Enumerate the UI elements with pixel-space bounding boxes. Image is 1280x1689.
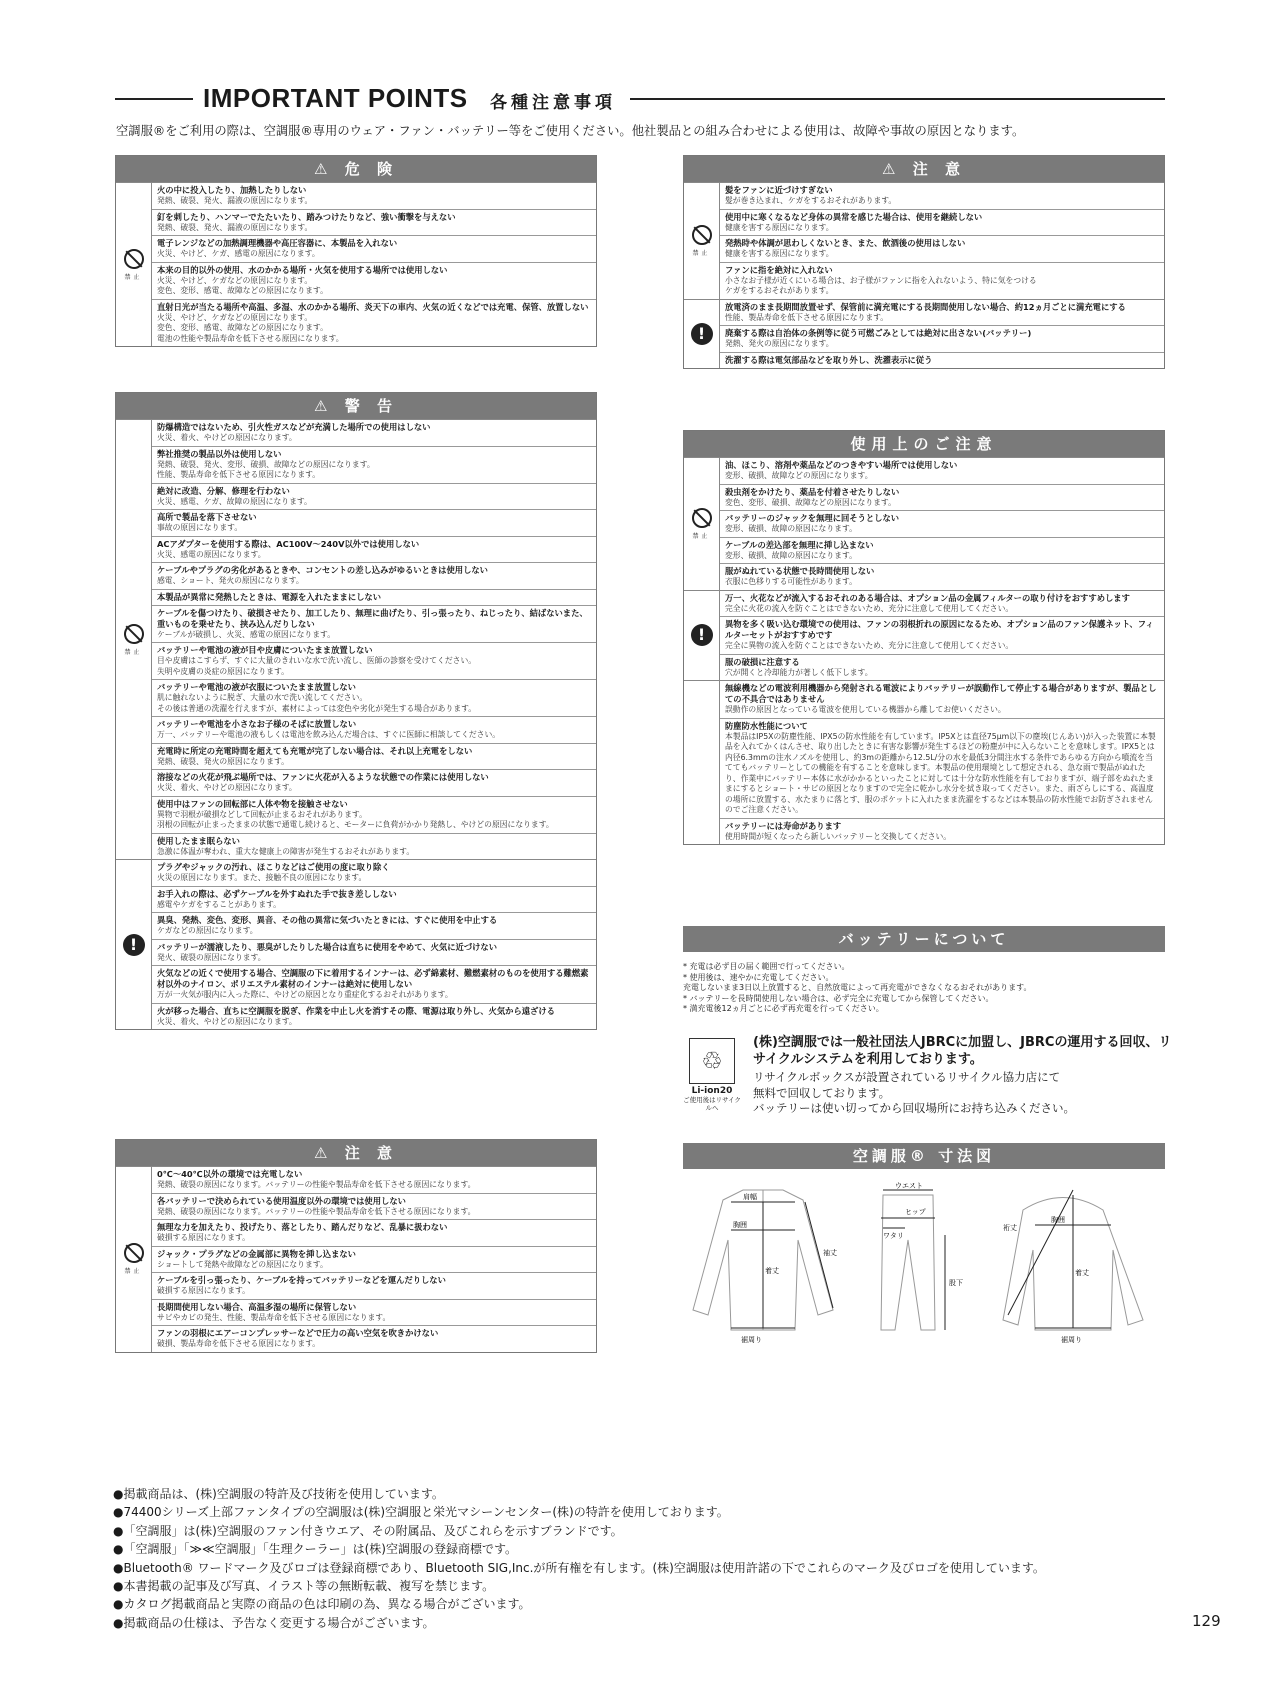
caution-item <box>720 262 1164 299</box>
caution-item <box>720 235 1164 262</box>
label-kitake: 着丈 <box>765 1267 779 1275</box>
caution-item-desc: 破損する原因になります。 <box>157 1233 250 1242</box>
footnote-item: ●74400シリーズ上部ファンタイプの空調服は(株)空調服と栄光マシーンセンター(株)の特許を使用しております。 <box>113 1505 729 1520</box>
exclamation-icon: ! <box>123 934 145 956</box>
caution-item-title: 無理な力を加えたり、投げたり、落としたり、踏んだりなど、乱暴に扱わない <box>157 1222 448 1232</box>
caution-item-title: 高所で製品を落下させない <box>157 512 257 522</box>
prohibit-icon <box>692 508 712 528</box>
caution-item-title: 釘を刺したり、ハンマーでたたいたり、踏みつけたりなど、強い衝撃を与えない <box>157 211 456 222</box>
caution-item-title: 廃棄する際は自治体の条例等に従う可燃ごみとしては絶対に出さない(バッテリー) <box>725 328 1032 338</box>
caution-item-desc: 変形、破損、故障の原因になります。 <box>725 550 857 560</box>
caution-item-title: ACアダプターを使用する際は、AC100V〜240V以外では使用しない <box>157 538 420 549</box>
caution-item-title: ファンの羽根にエアーコンプレッサーなどで圧力の高い空気を吹きかけない <box>157 1328 439 1338</box>
caution-item-title: 異物を多く吸い込む環境での使用は、ファンの羽根折れの原因になるため、オプション品のファン保護ネット、フィルターセットがおすすめです <box>725 619 1154 640</box>
usage-heading: 使用上のご注意 <box>684 431 1164 457</box>
caution-item-title: 火が移った場合、直ちに空調服を脱ぎ、作業を中止し火を消すその際、電源は取り外し、火気から遠ざける <box>157 1005 555 1016</box>
caution-item-desc: 健康を害する原因になります。 <box>725 222 834 232</box>
caution-item-desc: 使用時間が短くなったら新しいバッテリーと交換してください。 <box>725 831 952 841</box>
recycle-desc: 無料で回収しております。 <box>753 1085 891 1100</box>
label-waist: ウエスト <box>895 1182 923 1190</box>
exclamation-icon: ! <box>691 624 713 646</box>
caution-item-desc: ケガなどの原因になります。 <box>157 926 258 935</box>
caution-item-title: 本製品が異常に発熱したときは、電源を入れたままにしない <box>157 591 382 602</box>
caution-item-desc: 変形、破損、故障の原因になります。 <box>725 524 857 533</box>
caution-item <box>152 1193 596 1220</box>
caution-item-title: 服がぬれている状態で長時間使用しない <box>725 566 875 576</box>
caution-item-desc: 変色、変形、破損、故障などの原因になります。 <box>725 497 896 507</box>
caution-item-desc: 健康を害する原因になります。 <box>725 249 834 258</box>
caution-item-desc: 肌に触れないように脱ぎ、大量の水で洗い流してください。 <box>157 693 368 702</box>
caution-item-title: 溶接などの火花が飛ぶ場所では、ファンに火花が入るような状態での作業には使用しない <box>157 772 489 782</box>
footnote-item: ●Bluetooth® ワードマーク及びロゴは登録商標であり、Bluetooth SIG,Inc.が所有権を有します。(株)空調服は使用許諾の下でこれらのマーク及びロゴを使用しています。 <box>113 1560 1045 1575</box>
caution-item-desc: 完全に火花の流入を防ぐことはできないため、充分に注意して使用してください。 <box>725 603 1014 613</box>
caution-item-desc: ケガをするおそれがあります。 <box>725 286 834 295</box>
label-munemawari: 胸囲 <box>733 1221 747 1229</box>
caution-item-title: プラグやジャックの汚れ、ほこりなどはご使用の度に取り除く <box>157 862 390 872</box>
caution-item <box>720 325 1164 352</box>
caution-item-title: 火の中に投入したり、加熱したりしない <box>157 185 307 195</box>
prohibit-icon <box>124 1243 144 1263</box>
caution-item-desc: 火災、やけど、ケガなどの原因になります。 <box>157 275 313 285</box>
page-number: 129 <box>1192 1612 1221 1630</box>
caution-item-desc: ショートして発熱や故障などの原因になります。 <box>157 1259 328 1269</box>
label-yukitake: 裄丈 <box>1003 1224 1017 1232</box>
label-hip: ヒップ <box>905 1208 926 1216</box>
caution-item <box>720 818 1164 845</box>
caution-item-desc: 発熱、破裂、発火、漏液の原因になります。 <box>157 196 313 205</box>
caution-item-title: 防塵防水性能について <box>725 720 808 731</box>
caution-item <box>720 300 1164 326</box>
prohibit-icon <box>692 225 712 245</box>
caution-item-title: 本来の目的以外の使用、水のかかる場所・火気を使用する場所では使用しない <box>157 264 448 275</box>
caution-item-title: ケーブルやプラグの劣化があるときや、コンセントの差し込みがゆるいときは使用しない <box>157 565 488 575</box>
caution-item-desc: 発熱、破裂、発火の原因になります。 <box>157 756 289 766</box>
caution-item <box>152 769 596 796</box>
caution-item <box>152 235 596 262</box>
recycle-mark: ♲ <box>689 1038 735 1084</box>
caution-item-title: 異臭、発熱、変色、変形、異音、その他の異常に気づいたときには、すぐに使用を中止する <box>157 915 498 925</box>
caution-item-title: 絶対に改造、分解、修理を行わない <box>157 485 290 496</box>
caution-item <box>152 605 596 643</box>
caution-item-title: 放電済のまま長期間放置せず、保管前に満充電にする長期間使用しない場合、約12ヵ月ごとに満充電にする <box>725 301 1126 312</box>
caution-item-desc: 破損、製品寿命を低下させる原因になります。 <box>157 1339 321 1348</box>
caution-item-desc: その後は普通の洗濯を行えますが、素材によっては変色や劣化が発生する場合があります。 <box>157 703 477 713</box>
caution-item <box>152 1246 596 1273</box>
caution-item-desc: ケーブルが破損し、火災、感電の原因になります。 <box>157 629 335 639</box>
caution-item-title: バッテリーが濡液したり、悪臭がしたりした場合は直ちに使用をやめて、火気に近づけない <box>157 941 498 952</box>
warning-mandatory-group <box>116 859 596 1029</box>
caution-item <box>152 509 596 536</box>
caution-item-title: ケーブルを傷つけたり、破損させたり、加工したり、無理に曲げたり、引っ張ったり、ねじったり、結ばないまた、重いものを乗せたり、挟み込んだりしない <box>157 607 588 629</box>
caution-item <box>720 681 1164 718</box>
usage-box <box>683 430 1165 845</box>
caution-item <box>152 209 596 236</box>
caution-item <box>152 299 596 347</box>
caution-item-desc: 火災、感電、ケガ、故障の原因になります。 <box>157 496 312 506</box>
caution-item <box>152 1299 596 1326</box>
prohibit-label: 禁止 <box>124 648 143 656</box>
caution-item-desc: 感電、ショート、発火の原因になります。 <box>157 576 304 585</box>
caution-right-box <box>683 155 1165 369</box>
label-kitake-2: 着丈 <box>1075 1269 1089 1277</box>
caution-item-desc: 本製品はIP5Xの防塵性能、IPX5の防水性能を有しています。IP5Xとは直径75μm以下の塵埃(じんあい)が入った装置に本製品を入れてかくはんさせ、取り出したときに有害な影響が発生するほどの粉塵が中に入らないことを意味します。IPX5とは内径6.3mmの注水ノズルを使用し、約3mの距離から12.5L/分の水を最低3分間注水する条件であらゆる方向から噴流を当ててもバッテリーとしての機能を有することを意味します。本製品の使用環境として想定される、急な雨で製品がぬれたり、作業中にバッテリー本体に水がかかるといったことに対しては十分な防水性能を有しておりますが、端子部をぬれたままにするとショート・サビの原因となりますので完全に乾かし水分を拭き取ってください。また、雨ざらしにする、高温度の場所に放置する、水たまりに落とす、服のポケットに入れたまま洗濯をするなどは本製品の防水性能でお防ぎされませんのでご注意ください。 <box>725 731 1156 814</box>
caution-item-desc: 万が一火気が服内に入った際に、やけどの原因となり重症化するおそれがあります。 <box>157 990 453 999</box>
caution-right-prohibit-group <box>684 182 1164 299</box>
caution-item <box>152 796 596 833</box>
caution-item-title: バッテリーや電池の液が目や皮膚についたまま放置しない <box>157 645 373 655</box>
footnote-item: ●カタログ掲載商品と実際の商品の色は印刷の為、異なる場合がございます。 <box>113 1597 531 1612</box>
caution-item-desc: 穴が開くと冷却能力が著しく低下します。 <box>725 667 873 677</box>
caution-item-desc: 火災の原因になります。また、接触不良の原因になります。 <box>157 873 367 882</box>
recycle-icon-label: Li-ion20 <box>691 1086 733 1096</box>
caution-item-title: お手入れの際は、必ずケーブルを外すぬれた手で抜き差ししない <box>157 888 397 899</box>
caution-item-desc: 発熱、破裂の原因になります。バッテリーの性能や製品寿命を低下させる原因になります。 <box>157 1180 476 1189</box>
caution-item-desc: 変形、破損、故障などの原因になります。 <box>725 471 873 480</box>
caution-item-title: バッテリーや電池の液が衣服についたまま放置しない <box>157 682 356 692</box>
caution-item-title: 髪をファンに近づけすぎない <box>725 185 833 195</box>
caution-item <box>152 589 596 605</box>
caution-item-desc: 発火、破裂の原因になります。 <box>157 952 266 962</box>
caution-item-desc: 変色、変形、感電、故障などの原因になります。 <box>157 323 328 332</box>
caution-item <box>152 1219 596 1246</box>
danger-heading: ⚠ 危 険 <box>116 156 596 182</box>
caution-item <box>152 642 596 679</box>
caution-item <box>720 537 1164 564</box>
caution-item <box>720 458 1164 484</box>
caution-item <box>720 484 1164 511</box>
caution-item <box>152 939 596 966</box>
page-title: IMPORTANT POINTS <box>203 83 468 113</box>
caution-right-heading: ⚠ 注 意 <box>684 156 1164 182</box>
recycle-desc: バッテリーは使い切ってから回収場所にお持ち込みください。 <box>753 1101 1075 1115</box>
caution-item-title: 防爆構造ではないため、引火性ガスなどが充満した場所での使用はしない <box>157 422 431 432</box>
caution-left-heading: ⚠ 注 意 <box>116 1140 596 1166</box>
caution-item-title: ジャック・プラグなどの金属部に異物を挿し込まない <box>157 1248 356 1259</box>
prohibit-label: 禁止 <box>124 1268 143 1276</box>
caution-item-desc: 誤動作の原因となっている電波を使用している機器から離してお使いください。 <box>725 705 1006 714</box>
caution-item <box>720 616 1164 654</box>
label-susomawari: 裾周り <box>741 1336 762 1344</box>
page-subtitle: 各種注意事項 <box>490 93 616 113</box>
caution-item-desc: 火災、着火、やけどの原因になります。 <box>157 1016 297 1026</box>
caution-item <box>152 860 596 886</box>
footnote-item: ●「空調服」は(株)空調服のファン付きウエア、その附属品、及びこれらを示すブランドです。 <box>113 1523 623 1538</box>
caution-item <box>152 1167 596 1193</box>
battery-note: * 満充電後12ヵ月ごとに必ず再充電を行ってください。 <box>683 1004 884 1014</box>
caution-item <box>720 563 1164 590</box>
caution-item-title: バッテリーや電池を小さなお子様のそばに放置しない <box>157 719 357 729</box>
caution-item-desc: 性能、製品寿命を低下させる原因になります。 <box>725 312 889 322</box>
caution-item-title: 電子レンジなどの加熱調理機器や高圧容器に、本製品を入れない <box>157 238 398 248</box>
battery-heading: バッテリーについて <box>683 926 1165 952</box>
prohibit-icon <box>124 249 144 269</box>
caution-item-desc: 異物で羽根が破損などして回転が止まるおそれがあります。 <box>157 809 367 819</box>
caution-item <box>152 536 596 563</box>
caution-item-desc: 火災、感電の原因になります。 <box>157 549 266 559</box>
caution-item-desc: 失明や皮膚の炎症の原因になります。 <box>157 666 289 676</box>
caution-item-desc: 衣服に色移りする可能性があります。 <box>725 577 857 586</box>
caution-item-desc: 完全に異物の流入を防ぐことはできないため、充分に注意して使用してください。 <box>725 641 1014 650</box>
caution-item-title: バッテリーには寿命があります <box>725 820 842 831</box>
recycle-icon <box>683 1034 741 1114</box>
battery-note: 充電しないまま3日以上放置すると、自然放電によって再充電ができなくなるおそれがあります。 <box>683 983 1032 993</box>
caution-item-title: 万一、火花などが流入するおそれのある場合は、オプション品の金属フィルターの取り付けをおすすめします <box>725 592 1130 603</box>
caution-item <box>152 420 596 446</box>
caution-item-title: 殺虫剤をかけたり、薬品を付着させたりしない <box>725 486 900 497</box>
caution-item-desc: 発熱、破裂、発火、漏液の原因になります。 <box>157 222 313 232</box>
caution-item-desc: 目や皮膚はこすらず、すぐに大量のきれいな水で洗い流し、医師の診察を受けてください。 <box>157 656 477 665</box>
warning-box <box>115 392 597 1030</box>
battery-notes <box>683 962 1173 1015</box>
caution-item <box>720 209 1164 236</box>
caution-item-desc: 発熱、破裂、発火、変形、破損、故障などの原因になります。 <box>157 459 375 469</box>
caution-item <box>720 183 1164 209</box>
caution-item <box>152 446 596 483</box>
caution-item <box>152 483 596 510</box>
label-watari: ワタリ <box>883 1232 904 1240</box>
caution-item-title: 0℃〜40℃以外の環境では充電しない <box>157 1169 303 1179</box>
usage-mandatory-group <box>684 590 1164 681</box>
caution-item-desc: 事故の原因になります。 <box>157 523 243 532</box>
caution-item-desc: 髪が巻き込まれ、ケガをするおそれがあります。 <box>725 196 897 205</box>
caution-item-title: 直射日光が当たる場所や高温、多湿、水のかかる場所、炎天下の車内、火気の近くなどでは充電、保管、放置しない <box>157 301 589 312</box>
caution-item <box>152 886 596 913</box>
caution-item <box>152 679 596 716</box>
label-katahaba: 肩幅 <box>743 1193 757 1201</box>
caution-item <box>152 562 596 589</box>
caution-item-title: 無線機などの電波利用機器から発射される電波によりバッテリーが誤動作して停止する場合がありますが、製品としての不具合ではありません <box>725 683 1157 704</box>
caution-item-title: バッテリーのジャックを無理に回そうとしない <box>725 513 900 523</box>
caution-item-desc: 発熱、発火の原因になります。 <box>725 339 834 348</box>
caution-item <box>152 743 596 770</box>
caution-item-desc: 変色、変形、感電、故障などの原因になります。 <box>157 286 328 295</box>
prohibit-label: 禁止 <box>692 249 711 257</box>
footnote-item: ●本書掲載の記事及び写真、イラスト等の無断転載、複写を禁じます。 <box>113 1579 495 1594</box>
caution-item <box>152 716 596 743</box>
exclamation-icon: ! <box>691 323 713 345</box>
caution-item <box>152 912 596 939</box>
caution-item-title: 弊社推奨の製品以外は使用しない <box>157 448 282 459</box>
caution-item-title: 充電時に所定の充電時間を超えても充電が完了しない場合は、それ以上充電をしない <box>157 745 473 756</box>
caution-item <box>152 833 596 860</box>
section-header <box>115 83 1165 113</box>
recycle-title: (株)空調服では一般社団法人JBRCに加盟し、JBRCの運用する回収、リサイクルシステムを利用しております。 <box>753 1035 1172 1067</box>
label-munemawari-2: 胸囲 <box>1051 1216 1065 1224</box>
recycle-section <box>683 1034 1173 1119</box>
warning-heading: ⚠ 警 告 <box>116 393 596 419</box>
prohibit-label: 禁止 <box>692 532 711 540</box>
caution-item-title: 洗濯する際は電気部品などを取り外し、洗濯表示に従う <box>725 354 933 365</box>
caution-item-desc: 万一、バッテリーや電池の液もしくは電池を飲み込んだ場合は、すぐに医師に相談してください。 <box>157 730 501 739</box>
caution-item-desc: 火災、やけど、ケガ、感電の原因になります。 <box>157 249 320 258</box>
caution-item-desc: 急激に体温が奪われ、重大な健康上の障害が発生するおそれがあります。 <box>157 846 415 856</box>
intro-text: 空調服®をご利用の際は、空調服®専用のウェア・ファン・バッテリー等をご使用ください。他社製品との組み合わせによる使用は、故障や事故の原因となります。 <box>116 124 1025 138</box>
battery-note: * 使用後は、速やかに充電してください。 <box>683 972 834 982</box>
caution-item-title: 発熱時や体調が思わしくないとき、また、飲酒後の使用はしない <box>725 238 966 248</box>
prohibit-icon <box>124 624 144 644</box>
caution-item-desc: 発熱、破裂の原因になります。バッテリーの性能や製品寿命を低下させる原因になります。 <box>157 1206 476 1216</box>
caution-right-mandatory-group <box>684 299 1164 368</box>
danger-prohibit-group <box>116 182 596 346</box>
caution-item-title: 使用中に寒くなるなど身体の異常を感じた場合は、使用を継続しない <box>725 211 983 222</box>
usage-prohibit-group <box>684 457 1164 590</box>
size-heading: 空調服® 寸法図 <box>683 1143 1165 1169</box>
footnote-item: ●掲載商品の仕様は、予告なく変更する場合がございます。 <box>113 1615 435 1630</box>
caution-item-desc: 火災、やけど、ケガなどの原因になります。 <box>157 312 313 322</box>
prohibit-label: 禁止 <box>124 273 143 281</box>
battery-note: * バッテリーを長時間使用しない場合は、必ず完全に充電してから保管してください。 <box>683 993 994 1003</box>
caution-item <box>152 1272 596 1299</box>
label-sodetake: 袖丈 <box>823 1249 837 1257</box>
caution-item-desc: 羽根の回転が止まったままの状態で通電し続けると、モーターに負荷がかかり発熱し、やけどの原因になります。 <box>157 820 554 829</box>
caution-item-title: ケーブルを引っ張ったり、ケーブルを持ってバッテリーなどを運んだりしない <box>157 1275 446 1285</box>
caution-item <box>720 654 1164 681</box>
caution-item-desc: 小さなお子様が近くにいる場合は、お子様がファンに指を入れないよう、特に気をつける <box>725 275 1037 285</box>
caution-item-title: ケーブルの差込部を無理に挿し込まない <box>725 539 874 550</box>
usage-info-group <box>684 680 1164 844</box>
caution-item <box>152 183 596 209</box>
caution-item-desc: 性能、製品寿命を低下させる原因になります。 <box>157 470 321 479</box>
caution-left-prohibit-group <box>116 1166 596 1352</box>
caution-item-title: ファンに指を絶対に入れない <box>725 264 833 275</box>
caution-item-desc: 感電やケガをすることがあります。 <box>157 899 281 909</box>
caution-item-desc: サビやカビの発生、性能、製品寿命を低下させる原因になります。 <box>157 1312 391 1322</box>
caution-item-title: 服の破損に注意する <box>725 656 800 667</box>
footnotes <box>113 1485 1173 1632</box>
warning-prohibit-group <box>116 419 596 859</box>
recycle-desc: リサイクルボックスが設置されているリサイクル協力店にて <box>753 1070 1061 1084</box>
caution-item <box>152 1003 596 1030</box>
caution-item-title: 長期間使用しない場合、高温多湿の場所に保管しない <box>157 1301 357 1312</box>
footnote-item: ●「空調服」「≫≪空調服」「生理クーラー」は(株)空調服の登録商標です。 <box>113 1542 518 1557</box>
caution-item-desc: 火災、着火、やけどの原因になります。 <box>157 433 297 442</box>
caution-item-title: 各バッテリーで決められている使用温度以外の環境では使用しない <box>157 1195 406 1206</box>
caution-item-desc: 破損する原因になります。 <box>157 1286 250 1295</box>
caution-item <box>720 591 1164 617</box>
caution-item <box>152 965 596 1003</box>
caution-left-box <box>115 1139 597 1353</box>
caution-item-title: 使用中はファンの回転部に人体や物を接触させない <box>157 798 348 809</box>
caution-item-title: 使用したまま眠らない <box>157 835 240 846</box>
battery-note: * 充電は必ず目の届く範囲で行ってください。 <box>683 962 850 971</box>
caution-item-desc: 電池の性能や製品寿命を低下させる原因になります。 <box>157 333 344 343</box>
footnote-item: ●掲載商品は、(株)空調服の特許及び技術を使用しています。 <box>113 1487 444 1501</box>
danger-box <box>115 155 597 347</box>
caution-item <box>152 1325 596 1352</box>
caution-item <box>720 352 1164 368</box>
caution-item-title: 油、ほこり、溶剤や薬品などのつきやすい場所では使用しない <box>725 460 958 470</box>
label-mata: 股下 <box>949 1279 963 1287</box>
label-susomawari-2: 裾周り <box>1061 1336 1082 1344</box>
size-diagram <box>683 1180 1173 1360</box>
caution-item <box>720 510 1164 537</box>
caution-item-title: 火気などの近くで使用する場合、空調服の下に着用するインナーは、必ず綿素材、難燃素材のものを使用する難燃素材以外のナイロン、ポリエステル素材のインナーは絶対に使用しない <box>157 968 589 989</box>
recycle-icon-note: ご使用後はリサイクルへ <box>683 1096 741 1112</box>
caution-item <box>152 262 596 299</box>
caution-item-desc: 火災、着火、やけどの原因になります。 <box>157 783 297 792</box>
caution-item <box>720 718 1164 818</box>
